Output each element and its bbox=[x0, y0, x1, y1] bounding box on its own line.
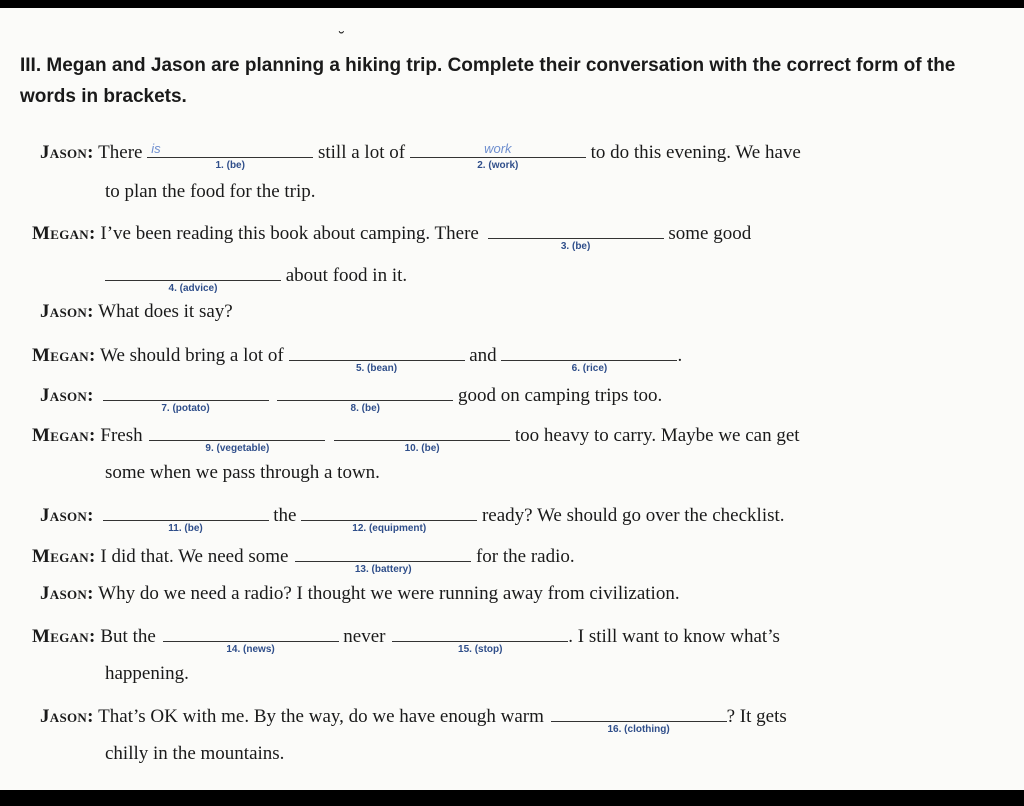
word-cue: 14. (news) bbox=[226, 644, 275, 655]
speaker-label: Megan: bbox=[32, 626, 96, 647]
answer-blank-13[interactable] bbox=[295, 543, 471, 575]
dialogue-text: and bbox=[469, 345, 497, 366]
word-cue: 10. (be) bbox=[404, 443, 440, 454]
word-cue: 1. (be) bbox=[215, 160, 245, 171]
speaker-label: Jason: bbox=[40, 142, 94, 163]
dialogue-line-10-cont bbox=[105, 663, 189, 685]
answer-blank-1[interactable] bbox=[147, 139, 313, 171]
dialogue-text: chilly in the mountains. bbox=[105, 743, 285, 764]
exercise-instruction: III. Megan and Jason are planning a hiking trip. Complete their conversation with the correct form of the words in brackets. bbox=[20, 55, 956, 107]
dialogue-line-9 bbox=[40, 583, 680, 605]
word-cue: 4. (advice) bbox=[168, 283, 218, 294]
dialogue-text: some good bbox=[668, 223, 752, 244]
dialogue-line-8 bbox=[32, 543, 575, 575]
dialogue-text: . I still want to know what’s bbox=[568, 626, 780, 647]
dialogue-line-11 bbox=[40, 703, 787, 735]
answer-blank-4[interactable] bbox=[105, 262, 281, 294]
word-cue: 16. (clothing) bbox=[607, 724, 670, 735]
answer-blank-11[interactable] bbox=[103, 502, 269, 534]
dialogue-text: Why do we need a radio? I thought we were running away from civilization. bbox=[98, 583, 680, 604]
dialogue-line-6-cont bbox=[105, 462, 380, 484]
word-cue: 15. (stop) bbox=[458, 644, 503, 655]
handwritten-answer: work bbox=[484, 141, 512, 156]
word-cue: 12. (equipment) bbox=[352, 523, 427, 534]
answer-blank-2[interactable] bbox=[410, 139, 586, 171]
dialogue-line-11-cont bbox=[105, 743, 284, 765]
dialogue-line-4 bbox=[32, 342, 683, 374]
handwritten-answer: is bbox=[151, 141, 161, 156]
speaker-label: Jason: bbox=[40, 505, 94, 526]
dialogue-line-1 bbox=[40, 139, 801, 171]
dialogue-text: about food in it. bbox=[285, 265, 408, 286]
speaker-label: Jason: bbox=[40, 583, 94, 604]
speaker-label: Jason: bbox=[40, 706, 94, 727]
dialogue-text: to plan the food for the trip. bbox=[105, 181, 316, 202]
dialogue-text: some when we pass through a town. bbox=[105, 462, 380, 483]
dialogue-line-5 bbox=[40, 382, 663, 414]
answer-blank-9[interactable] bbox=[149, 422, 325, 454]
dialogue-line-3 bbox=[40, 301, 233, 323]
answer-blank-15[interactable] bbox=[392, 623, 568, 655]
dialogue-text: never bbox=[343, 626, 386, 647]
word-cue: 11. (be) bbox=[168, 523, 203, 534]
breve-mark: ˘ bbox=[339, 30, 345, 47]
dialogue-text: There bbox=[98, 142, 143, 163]
dialogue-text: But the bbox=[100, 626, 156, 647]
dialogue-line-6 bbox=[32, 422, 800, 454]
word-cue: 3. (be) bbox=[560, 241, 591, 252]
word-cue: 2. (work) bbox=[477, 160, 519, 171]
answer-blank-14[interactable] bbox=[163, 623, 339, 655]
answer-blank-12[interactable] bbox=[301, 502, 477, 534]
word-cue: 8. (be) bbox=[350, 403, 380, 414]
word-cue: 7. (potato) bbox=[161, 403, 210, 414]
dialogue-text: good on camping trips too. bbox=[458, 385, 663, 406]
dialogue-text: ? It gets bbox=[726, 706, 787, 727]
dialogue-text: I did that. We need some bbox=[100, 546, 289, 567]
dialogue-text: to do this evening. We have bbox=[590, 142, 801, 163]
dialogue-text: What does it say? bbox=[98, 301, 233, 322]
dialogue-line-10 bbox=[32, 623, 780, 655]
worksheet-page bbox=[0, 8, 1024, 790]
dialogue-line-2-cont bbox=[105, 262, 408, 294]
dialogue-text: for the radio. bbox=[475, 546, 575, 567]
speaker-label: Megan: bbox=[32, 345, 96, 366]
answer-blank-8[interactable] bbox=[277, 382, 453, 414]
dialogue-text: the bbox=[273, 505, 297, 526]
speaker-label: Jason: bbox=[40, 301, 94, 322]
dialogue-text: happening. bbox=[105, 663, 189, 684]
speaker-label: Jason: bbox=[40, 385, 94, 406]
dialogue-line-2 bbox=[32, 220, 752, 252]
dialogue-text: Fresh bbox=[100, 425, 143, 446]
dialogue-line-1-cont bbox=[105, 181, 316, 203]
answer-blank-6[interactable] bbox=[501, 342, 677, 374]
dialogue-text: That’s OK with me. By the way, do we have enough warm bbox=[98, 706, 544, 727]
answer-blank-5[interactable] bbox=[289, 342, 465, 374]
word-cue: 5. (bean) bbox=[355, 363, 398, 374]
speaker-label: Megan: bbox=[32, 223, 96, 244]
answer-blank-16[interactable] bbox=[551, 703, 727, 735]
dialogue-text: We should bring a lot of bbox=[100, 345, 284, 366]
word-cue: 9. (vegetable) bbox=[205, 443, 270, 454]
dialogue-text: still a lot of bbox=[317, 142, 406, 163]
answer-blank-10[interactable] bbox=[334, 422, 510, 454]
dialogue-text: . bbox=[677, 345, 683, 366]
answer-blank-3[interactable] bbox=[488, 220, 664, 252]
dialogue-line-7 bbox=[40, 502, 785, 534]
word-cue: 13. (battery) bbox=[354, 564, 412, 575]
dialogue-text: ready? We should go over the checklist. bbox=[481, 505, 785, 526]
answer-blank-7[interactable] bbox=[103, 382, 269, 414]
speaker-label: Megan: bbox=[32, 425, 96, 446]
dialogue-text: I’ve been reading this book about camping. There bbox=[100, 223, 479, 244]
speaker-label: Megan: bbox=[32, 546, 96, 567]
word-cue: 6. (rice) bbox=[571, 363, 608, 374]
dialogue-text: too heavy to carry. Maybe we can get bbox=[514, 425, 800, 446]
